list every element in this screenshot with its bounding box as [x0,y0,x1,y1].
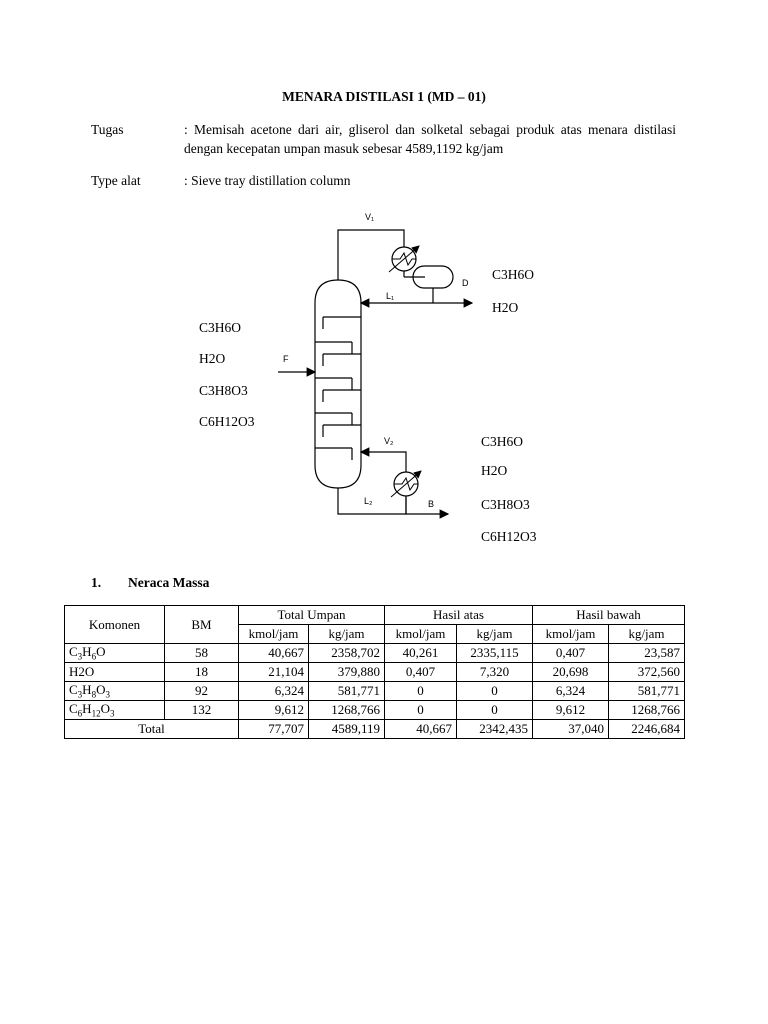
table-row [65,644,685,663]
subheader-kg: kg/jam [609,625,685,644]
cell-ha-kg: 0 [457,701,533,720]
total-ha-kg: 2342,435 [457,720,533,739]
feed-component-3: C3H8O3 [199,383,248,398]
cell-hb-kmol: 9,612 [533,701,609,720]
header-hasil-atas: Hasil atas [385,606,533,625]
bottom-product-4: C6H12O3 [481,529,537,544]
tugas-text: : Memisah acetone dari air, gliserol dan solketal sebagai produk atas menara distilasi dengan kecepatan umpan masuk sebesar 4589,1192 kg/jam [184,122,676,156]
cell-hb-kg: 581,771 [609,682,685,701]
bottom-product-1: C3H6O [481,434,524,449]
cell-tu-kg: 1268,766 [309,701,385,720]
bottom-product-2: H2O [481,463,508,478]
subheader-kmol: kmol/jam [239,625,309,644]
cell-hb-kg: 372,560 [609,663,685,682]
v2-label: V₂ [384,436,394,446]
cell-ha-kg: 0 [457,682,533,701]
subheader-kmol: kmol/jam [533,625,609,644]
component-name: $C_3H_6O$ [65,644,165,663]
boilup-vapor-line [361,452,406,472]
l1-label: L₁ [386,291,395,301]
overhead-vapor-line [338,230,404,280]
cell-ha-kmol: 0,407 [385,663,457,682]
column-trays [315,317,361,460]
bottoms-product-line [406,496,448,514]
document-title: MENARA DISTILASI 1 (MD – 01) [282,89,486,104]
table-body [65,644,685,720]
cell-tu-kg: 2358,702 [309,644,385,663]
table-total-row [65,720,685,739]
section-title: Neraca Massa [128,575,210,590]
cell-hb-kg: 1268,766 [609,701,685,720]
cell-hb-kmol: 0,407 [533,644,609,663]
subheader-kg: kg/jam [457,625,533,644]
cell-ha-kmol: 0 [385,682,457,701]
total-hb-kmol: 37,040 [533,720,609,739]
cell-hb-kg: 23,587 [609,644,685,663]
cell-bm: 92 [165,682,239,701]
tugas-label: Tugas [91,122,124,137]
header-komponen: Komonen [65,606,165,644]
table-row [65,701,685,720]
total-label: Total [65,720,239,739]
v1-label: V₁ [365,212,375,222]
cell-tu-kmol: 6,324 [239,682,309,701]
top-product-1: C3H6O [492,267,535,282]
cell-ha-kmol: 40,261 [385,644,457,663]
total-tu-kg: 4589,119 [309,720,385,739]
table-header-row [65,606,685,625]
cell-ha-kg: 7,320 [457,663,533,682]
d-label: D [462,278,469,288]
total-hb-kg: 2246,684 [609,720,685,739]
cell-tu-kmol: 40,667 [239,644,309,663]
feed-component-2: H2O [199,351,226,366]
column-shell [315,280,361,488]
header-bm: BM [165,606,239,644]
component-name: H2O [65,663,165,682]
f-label: F [283,354,289,364]
component-name: $C_6H_{12}O_3$ [65,701,165,720]
cell-tu-kmol: 21,104 [239,663,309,682]
l2-label: L₂ [364,496,373,506]
b-label: B [428,499,435,509]
bottom-product-3: C3H8O3 [481,497,530,512]
cell-bm: 132 [165,701,239,720]
cell-hb-kmol: 6,324 [533,682,609,701]
subheader-kg: kg/jam [309,625,385,644]
total-ha-kmol: 40,667 [385,720,457,739]
table-row [65,682,685,701]
mass-balance-table [64,605,685,739]
cell-hb-kmol: 20,698 [533,663,609,682]
feed-component-1: C3H6O [199,320,242,335]
table-row [65,663,685,682]
header-total-umpan: Total Umpan [239,606,385,625]
component-name: $C_3H_8O_3$ [65,682,165,701]
type-text: : Sieve tray distillation column [184,173,351,188]
cell-tu-kg: 581,771 [309,682,385,701]
total-tu-kmol: 77,707 [239,720,309,739]
cell-bm: 58 [165,644,239,663]
cell-ha-kmol: 0 [385,701,457,720]
cell-ha-kg: 2335,115 [457,644,533,663]
cell-bm: 18 [165,663,239,682]
header-hasil-bawah: Hasil bawah [533,606,685,625]
type-label: Type alat [91,173,141,188]
top-product-2: H2O [492,300,519,315]
feed-component-4: C6H12O3 [199,414,255,429]
cell-tu-kmol: 9,612 [239,701,309,720]
section-number: 1. [91,575,102,590]
cell-tu-kg: 379,880 [309,663,385,682]
subheader-kmol: kmol/jam [385,625,457,644]
